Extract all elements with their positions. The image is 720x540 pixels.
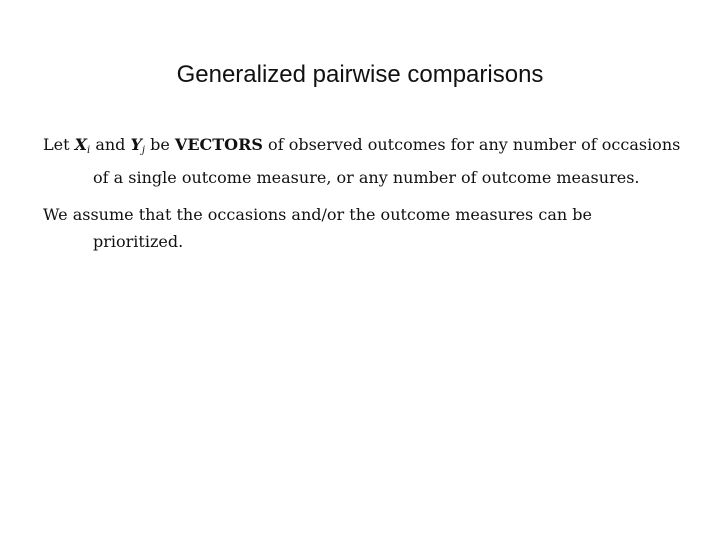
paragraph-vectors <box>43 131 683 191</box>
text-and: and <box>90 135 131 154</box>
subscript-j: j <box>141 145 146 156</box>
text-rest: of observed outcomes for any number of occasions of a single outcome measure, or any number of outcome measures. <box>93 135 681 187</box>
slide-title: Generalized pairwise comparisons <box>176 61 544 88</box>
text-let: Let <box>43 135 75 154</box>
text-be: be <box>145 135 175 154</box>
paragraph-prioritized: We assume that the occasions and/or the outcome measures can be prioritized. <box>43 205 592 251</box>
subscript-i: i <box>87 145 91 156</box>
text-vectors: VECTORS <box>174 135 263 154</box>
variable-x: X <box>74 135 88 154</box>
variable-y: Y <box>130 135 142 154</box>
slide-body <box>43 131 683 265</box>
